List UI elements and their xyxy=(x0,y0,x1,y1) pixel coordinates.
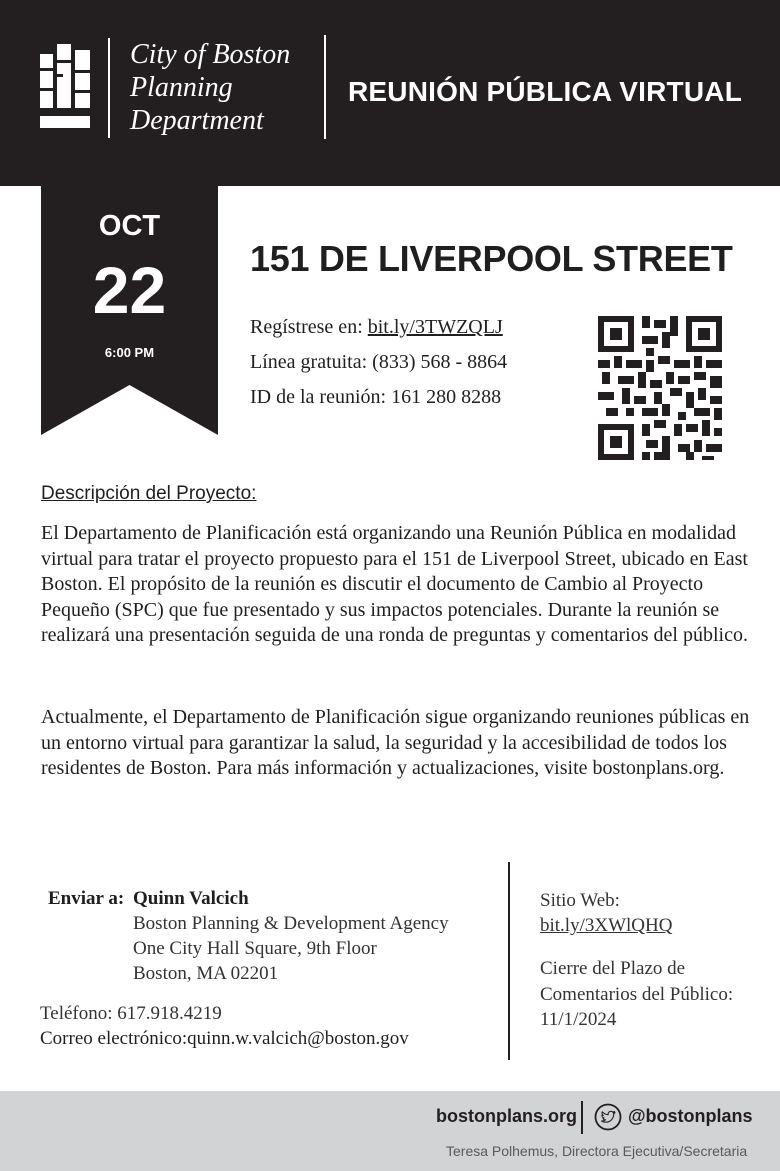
contact-email[interactable]: Correo electrónico:quinn.w.valcich@boston.gov xyxy=(40,1028,409,1049)
deadline-line-1: Cierre del Plazo de xyxy=(540,958,686,979)
deadline-date: 11/1/2024 xyxy=(540,1009,617,1030)
contact-divider xyxy=(508,862,510,1060)
bpda-building-logo-icon xyxy=(40,44,90,132)
description-heading: Descripción del Proyecto: xyxy=(41,483,257,504)
address-line-1: Boston Planning & Development Agency xyxy=(133,913,449,934)
logo-divider xyxy=(108,38,110,138)
footer-twitter-handle[interactable]: @bostonplans xyxy=(628,1106,753,1126)
qr-code-icon[interactable] xyxy=(598,316,722,460)
header-divider xyxy=(324,35,326,139)
date-month: OCT xyxy=(98,210,161,242)
footer-director: Teresa Polhemus, Directora Ejecutiva/Secretaria xyxy=(446,1143,748,1159)
address-line-2: One City Hall Square, 9th Floor xyxy=(133,938,377,959)
website-label: Sitio Web: xyxy=(540,890,620,911)
org-name-line-1: City of Boston xyxy=(130,39,291,70)
send-to-label: Enviar a: xyxy=(48,888,125,909)
register-link[interactable]: bit.ly/3TWZQLJ xyxy=(367,316,503,338)
org-name-line-3: Department xyxy=(130,105,264,136)
address-line-3: Boston, MA 02201 xyxy=(133,963,279,984)
register-label: Regístrese en: xyxy=(250,316,368,338)
register-line xyxy=(250,316,503,339)
description-paragraph-1: El Departamento de Planificación está organizando una Reunión Pública en modalidad virtual para tratar el proyecto propuesto para el 151 de Liverpool Street, ubicado en East Boston. El propósito de la reunión es discutir el documento de Cambio al Proyecto Pequeño (SPC) que fue presentado y sus impactos potenciales. Durante la reunión se realizará una presentación seguida de una ronda de preguntas y comentarios del público. xyxy=(41,522,748,646)
deadline-line-2: Comentarios del Público: xyxy=(540,984,734,1005)
date-day: 22 xyxy=(92,253,167,327)
event-title: 151 DE LIVERPOOL STREET xyxy=(250,238,733,279)
org-name xyxy=(130,38,290,137)
org-name-line-2: Planning xyxy=(130,72,233,103)
contact-phone: Teléfono: 617.918.4219 xyxy=(40,1003,222,1024)
twitter-bird-icon xyxy=(594,1103,622,1131)
date-time: 6:00 PM xyxy=(104,345,155,360)
footer-divider xyxy=(581,1101,583,1134)
meeting-id: ID de la reunión: 161 280 8288 xyxy=(250,386,502,408)
footer-site-link[interactable]: bostonplans.org xyxy=(436,1106,577,1126)
footer-bar xyxy=(0,1091,780,1171)
phone-line: Línea gratuita: (833) 568 - 8864 xyxy=(250,351,508,373)
description-paragraph-2: Actualmente, el Departamento de Planificación sigue organizando reuniones públicas en un entorno virtual para garantizar la salud, la seguridad y la accesibilidad de todos los residentes de Boston. Para más información y actualizaciones, visite bostonplans.org. xyxy=(41,706,750,779)
page-title: REUNIÓN PÚBLICA VIRTUAL xyxy=(348,76,743,107)
contact-name: Quinn Valcich xyxy=(133,888,249,909)
website-link[interactable]: bit.ly/3XWlQHQ xyxy=(540,915,673,936)
